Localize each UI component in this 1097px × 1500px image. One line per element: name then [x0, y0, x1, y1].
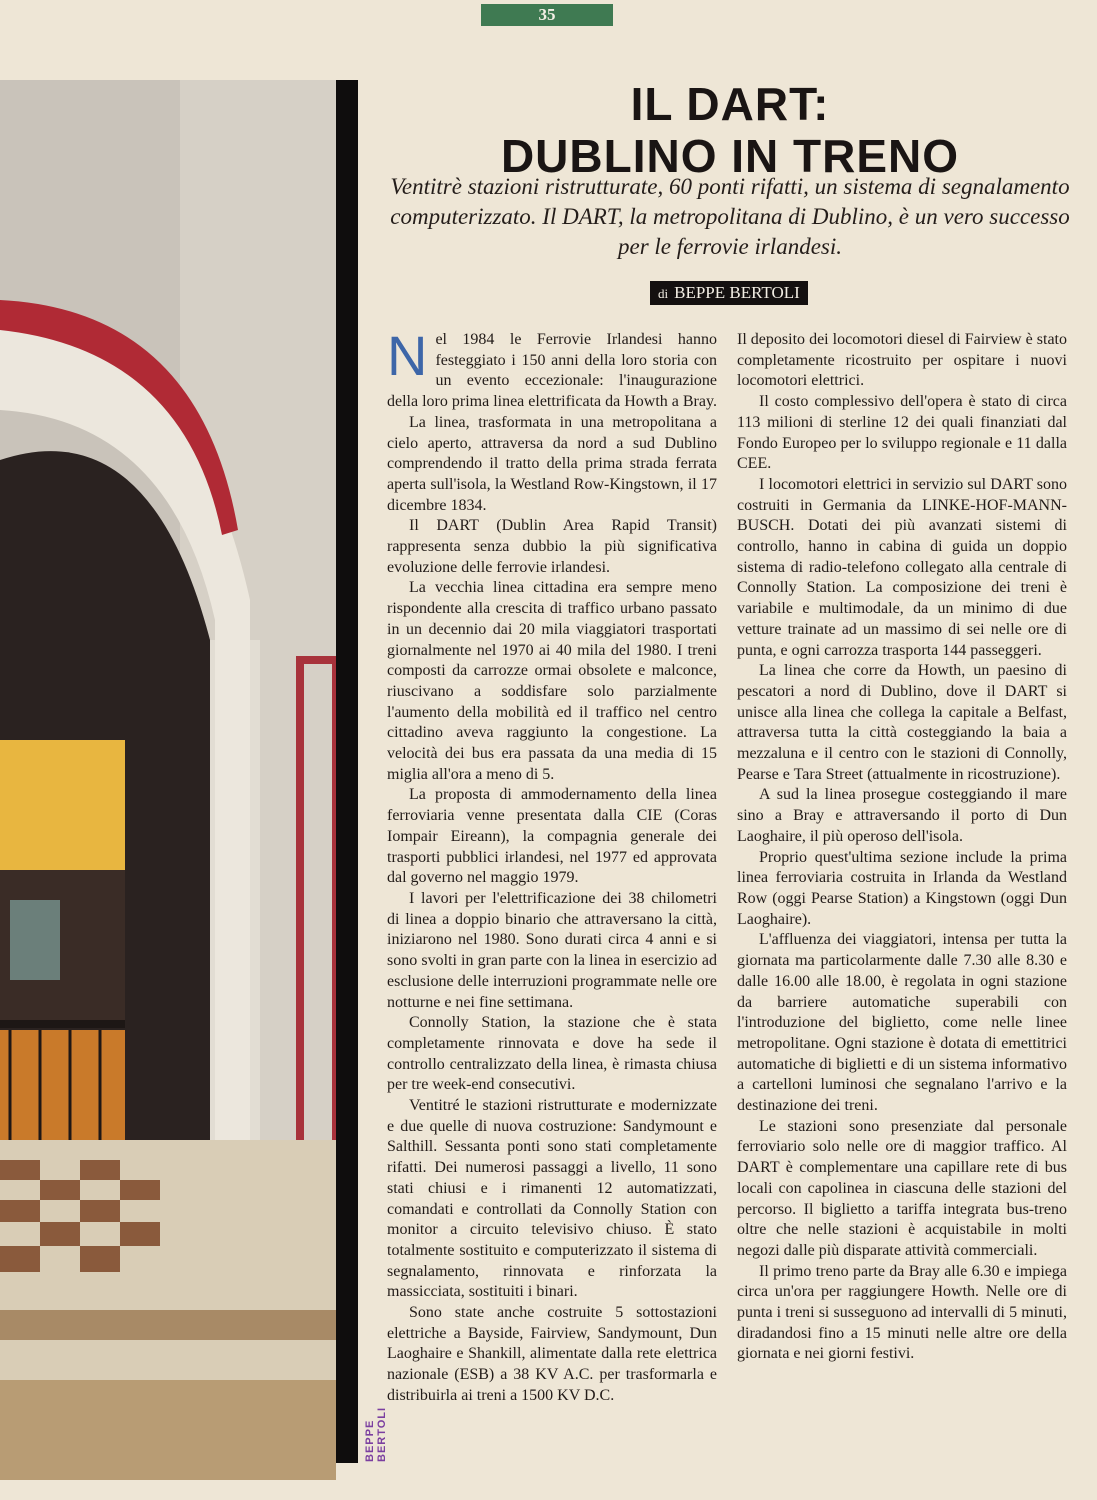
divider-bar	[336, 80, 358, 1463]
paragraph: I locomotori elettrici in servizio sul DART sono costruiti in Germania da LINKE-HOF-MANN-BUSCH. Dotati dei più avanzati sistemi di controllo, hanno in cabina di guida un doppio sistema di radio-telefono collegato alla centrale di Connolly Station. La composizione dei treni è variabile e multimodale, da un minimo di due vetture trainate ad un massimo di sei nelle ore di punta, e ogni carrozza trasporta 144 passeggeri.	[737, 475, 1067, 659]
photo-credit: BEPPE BERTOLI	[364, 1406, 388, 1462]
paragraph: Ventitré le stazioni ristrutturate e modernizzate e due quelle di nuova costruzione: Sandymount e Salthill. Sessanta ponti sono stati completamente rifatti. Dei numerosi passaggi a livello, 11 sono stati chiusi e i rimanenti 12 automatizzati, comandati e controllati da Connolly Station con monitor a circuito televisivo chiuso. È stato totalmente sostituito e computerizzato il sistema di segnalamento, rinnovata e rinforzata la massicciata, sostituiti i binari.	[387, 1097, 717, 1301]
paragraph: Il primo treno parte da Bray alle 6.30 e impiega circa un'ora per raggiungere Howth. Nelle ore di punta i treni si susseguono ad intervalli di 5 minuti, diradandosi fino a 15 minuti nelle altre ore della giornata e nei giorni festivi.	[737, 1262, 1067, 1363]
title-line-1: IL DART:	[630, 78, 830, 130]
text-column-2	[737, 330, 1067, 1365]
article-subtitle: Ventitrè stazioni ristrutturate, 60 ponti rifatti, un sistema di segnalamento computerizzato. Il DART, la metropolitana di Dublino, è un vero successo per le ferrovie irlandesi.	[390, 174, 1070, 259]
station-photo-illustration	[0, 80, 336, 1480]
drop-cap: N	[387, 324, 428, 387]
paragraph: La linea, trasformata in una metropolitana a cielo aperto, attraversa da nord a sud Dublino comprendendo il tratto della prima strada ferrata aperta sull'isola, la Westland Row-Kingstown, il 17 dicembre 1834.	[387, 413, 717, 514]
paragraph: Nel 1984 le Ferrovie Irlandesi hanno festeggiato i 150 anni della loro storia con un evento eccezionale: l'inaugurazione della loro prima linea elettrificata da Howth a Bray.	[387, 324, 717, 411]
byline-author: BEPPE BERTOLI	[674, 283, 800, 302]
text-column-1	[387, 324, 717, 1407]
paragraph: Connolly Station, la stazione che è stata completamente rinnovata e dove ha sede il controllo centralizzato della linea, è rimasta chiusa per tre week-end consecutivi.	[387, 1014, 717, 1094]
paragraph: Il costo complessivo dell'opera è stato di circa 113 milioni di sterline 12 dei quali finanziati dal Fondo Europeo per lo sviluppo regionale e 11 dalla CEE.	[737, 393, 1067, 473]
page-number: 35	[481, 4, 613, 26]
paragraph: Le stazioni sono presenziate dal personale ferroviario solo nelle ore di maggior traffico. Al DART è complementare una capillare rete di bus locali con capolinea in ciascuna delle stazioni del percorso. Il biglietto a tariffa integrata bus-treno oltre che nelle stazioni è acquistabile in molti negozi dalle più disparate attività commerciali.	[737, 1117, 1067, 1259]
paragraph: Il deposito dei locomotori diesel di Fairview è stato completamente ricostruito per ospitare i nuovi locomotori elettrici.	[737, 331, 1067, 390]
station-photo	[0, 80, 336, 1480]
title-line-2: DUBLINO IN TRENO	[500, 130, 960, 182]
paragraph: Proprio quest'ultima sezione include la prima linea ferroviaria costruita in Irlanda da Westland Row (oggi Pearse Station) a Kingstown (oggi Dun Laoghaire).	[737, 848, 1067, 928]
paragraph: L'affluenza dei viaggiatori, intensa per tutta la giornata ma particolarmente dalle 7.30 alle 8.30 e dalle 16.00 alle 18.00, è regolata in ogni stazione da barriere automatiche superabili con l'introduzione del biglietto, come nelle linee metropolitane. Ogni stazione è dotata di emettitrici automatiche di biglietti e di un sistema informativo a cartelloni luminosi che segnalano l'arrivo e la destinazione dei treni.	[737, 931, 1067, 1115]
paragraph: Il DART (Dublin Area Rapid Transit) rappresenta senza dubbio la più significativa evoluzione delle ferrovie irlandesi.	[387, 517, 717, 576]
paragraph: La proposta di ammodernamento della linea ferroviaria venne presentata dalla CIE (Coras Iompair Eireann), la compagnia generale dei trasporti pubblici irlandesi, nel 1977 ed approvata dal governo nel maggio 1979.	[387, 786, 717, 887]
article-title	[380, 78, 1080, 182]
byline-prefix: di	[658, 286, 669, 301]
paragraph: La linea che corre da Howth, un paesino di pescatori a nord di Dublino, dove il DART si unisce alla linea che collega la capitale a Belfast, attraversa tutta la città costeggiando la baia a mezzaluna e il centro con le stazioni di Connolly, Pearse e Tara Street (attualmente in ricostruzione).	[737, 662, 1067, 783]
paragraph: Sono state anche costruite 5 sottostazioni elettriche a Bayside, Fairview, Sandymount, Dun Laoghaire e Shankill, alimentate dalla rete elettrica nazionale (ESB) a 38 KV A.C. per trasformarla e distribuirla ai treni a 1500 KV D.C.	[387, 1304, 717, 1404]
paragraph: A sud la linea prosegue costeggiando il mare sino a Bray e attraversando il porto di Dun Laoghaire, il più operoso dell'isola.	[737, 786, 1067, 845]
paragraph: La vecchia linea cittadina era sempre meno rispondente alla crescita di traffico urbano passato in un decennio dai 20 mila viaggiatori trasportati giornalmente nel 1970 ai 40 mila del 1980. I treni composti da carrozze ormai obsolete e malconce, riuscivano a soddisfare solo parzialmente l'aumento della mobilità ed il traffico nel centro cittadino aveva raggiunto la congestione. La velocità dei bus era passata da una media di 15 miglia all'ora a meno di 5.	[387, 579, 717, 783]
paragraph: I lavori per l'elettrificazione dei 38 chilometri di linea a doppio binario che attraversano la città, iniziarono nel 1980. Sono durati circa 4 anni e si sono svolti in gran parte con la linea in esercizio ad esclusione delle interruzioni programmate nelle ore notturne e nei fine settimana.	[387, 889, 717, 1011]
byline	[650, 281, 808, 305]
